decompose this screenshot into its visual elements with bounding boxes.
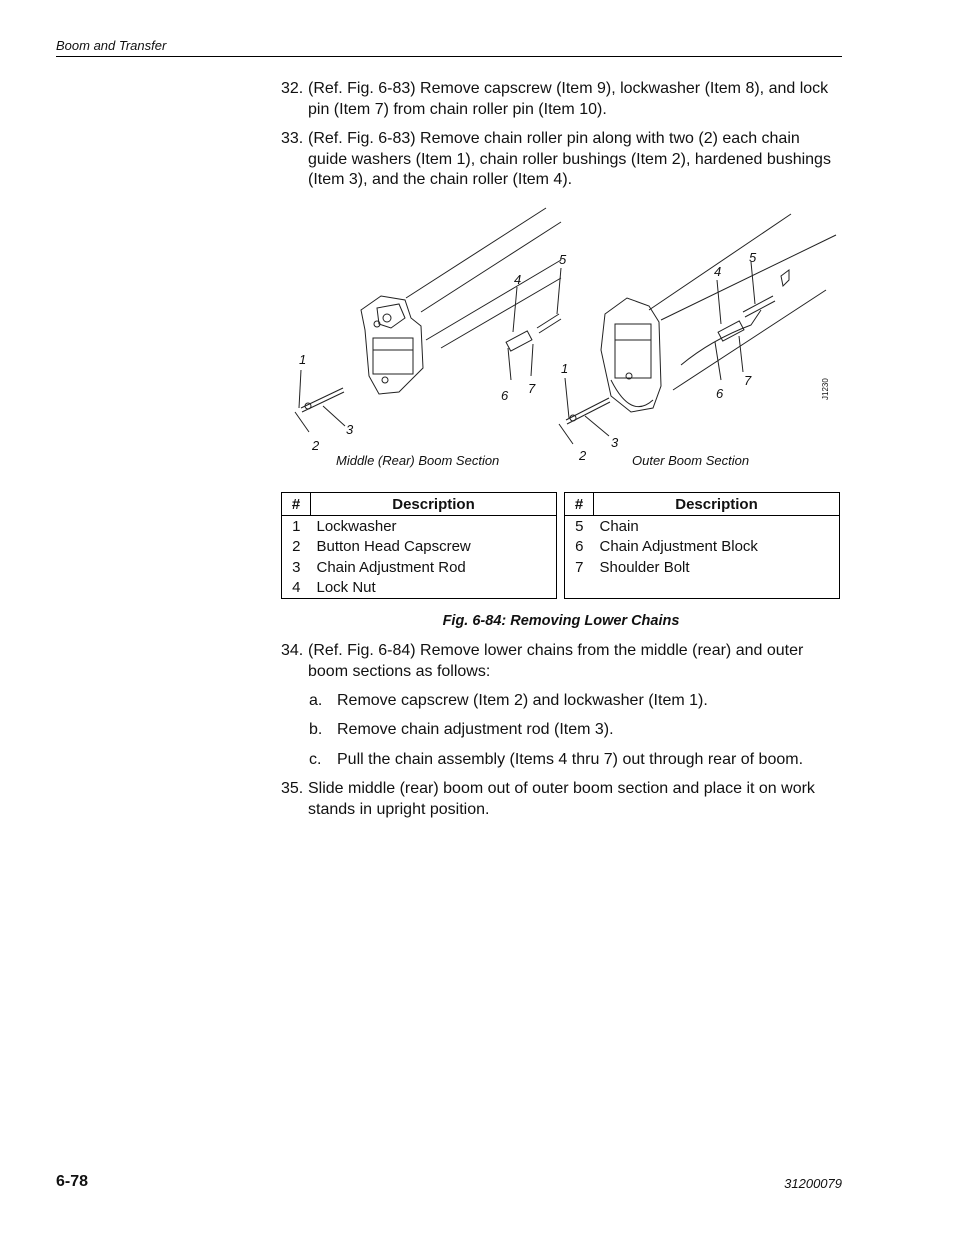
figure-boom-sections [281, 200, 841, 480]
table-row [282, 578, 557, 599]
header-divider [56, 56, 842, 57]
step-35 [281, 779, 841, 820]
substep-letter: b. [309, 721, 323, 738]
step-34 [281, 641, 841, 682]
legend-table-right [564, 492, 840, 599]
step-text: (Ref. Fig. 6-83) Remove capscrew (Item 9), lockwasher (Item 8), and lock pin (Item 7) from chain roller pin (Item 10). [308, 80, 829, 118]
step-number: 33. [281, 130, 304, 147]
item-description: Chain Adjustment Rod [316, 558, 466, 576]
middle-boom-drawing [301, 208, 561, 412]
callout-right-7: 7 [744, 373, 752, 388]
step-number: 35. [281, 780, 304, 797]
legend-desc-header: Description [594, 493, 840, 516]
substep-text: Remove chain adjustment rod (Item 3). [337, 721, 614, 738]
substep-c [309, 750, 841, 771]
outer-boom-label: Outer Boom Section [632, 453, 750, 468]
item-description: Button Head Capscrew [316, 538, 471, 556]
callout-right-5: 5 [749, 250, 757, 265]
callout-right-6: 6 [716, 386, 724, 401]
step-33 [281, 129, 841, 191]
step-number: 34. [281, 642, 304, 659]
step-text: Slide middle (rear) boom out of outer boom section and place it on work stands in upright position. [308, 780, 815, 818]
callout-right-3: 3 [611, 435, 619, 450]
page-number: 6-78 [56, 1173, 89, 1190]
item-number: 5 [575, 517, 584, 535]
step-number: 32. [281, 80, 304, 97]
callout-right-2: 2 [579, 448, 587, 463]
item-number: 4 [292, 579, 301, 597]
item-number: 7 [575, 558, 584, 576]
item-number: 1 [292, 517, 301, 535]
callout-left-4: 4 [514, 272, 522, 287]
legend-num-header: # [565, 493, 594, 516]
substep-letter: a. [309, 692, 323, 709]
running-header: Boom and Transfer [56, 38, 167, 53]
table-row [282, 537, 557, 558]
item-number: 6 [575, 538, 584, 556]
leader-lines [295, 262, 755, 444]
callout-left-2: 2 [312, 438, 320, 453]
table-row [282, 516, 557, 537]
callout-left-3: 3 [346, 422, 354, 437]
table-row [565, 557, 840, 578]
callout-left-7: 7 [528, 381, 536, 396]
substep-a [309, 691, 841, 712]
substep-text: Pull the chain assembly (Items 4 thru 7) out through rear of boom. [337, 751, 804, 768]
table-row [565, 578, 840, 599]
step-text: (Ref. Fig. 6-83) Remove chain roller pin along with two (2) each chain guide washers (Item 1), chain roller bushings (Item 2), hardened bushings (Item 3), and the chain roller (Item 4). [308, 130, 831, 188]
middle-boom-label: Middle (Rear) Boom Section [336, 453, 500, 468]
substep-text: Remove capscrew (Item 2) and lockwasher (Item 1). [337, 692, 708, 709]
step-text: (Ref. Fig. 6-84) Remove lower chains from the middle (rear) and outer boom sections as follows: [308, 642, 804, 680]
item-description: Chain [599, 517, 639, 535]
document-number: 31200079 [784, 1176, 842, 1191]
table-row [565, 516, 840, 537]
item-description: Lock Nut [316, 579, 376, 597]
callout-right-1: 1 [561, 361, 569, 376]
item-number: 3 [292, 558, 301, 576]
callout-left-6: 6 [501, 388, 509, 403]
callout-left-1: 1 [299, 352, 307, 367]
item-description: Chain Adjustment Block [599, 538, 758, 556]
legend-table-left [281, 492, 557, 599]
item-description: Lockwasher [316, 517, 397, 535]
table-row [565, 537, 840, 558]
legend-num-header: # [282, 493, 311, 516]
boom-illustration [281, 200, 841, 480]
figure-caption: Fig. 6-84: Removing Lower Chains [442, 613, 680, 629]
item-number: 2 [292, 538, 301, 556]
item-description: Shoulder Bolt [599, 558, 690, 576]
drawing-id: J1230 [821, 378, 830, 400]
table-row [282, 557, 557, 578]
callout-left-5: 5 [559, 252, 567, 267]
callout-right-4: 4 [714, 264, 722, 279]
legend-desc-header: Description [311, 493, 557, 516]
substep-b [309, 720, 841, 741]
outer-boom-drawing [566, 214, 836, 424]
step-32 [281, 79, 841, 120]
substep-letter: c. [309, 751, 322, 768]
